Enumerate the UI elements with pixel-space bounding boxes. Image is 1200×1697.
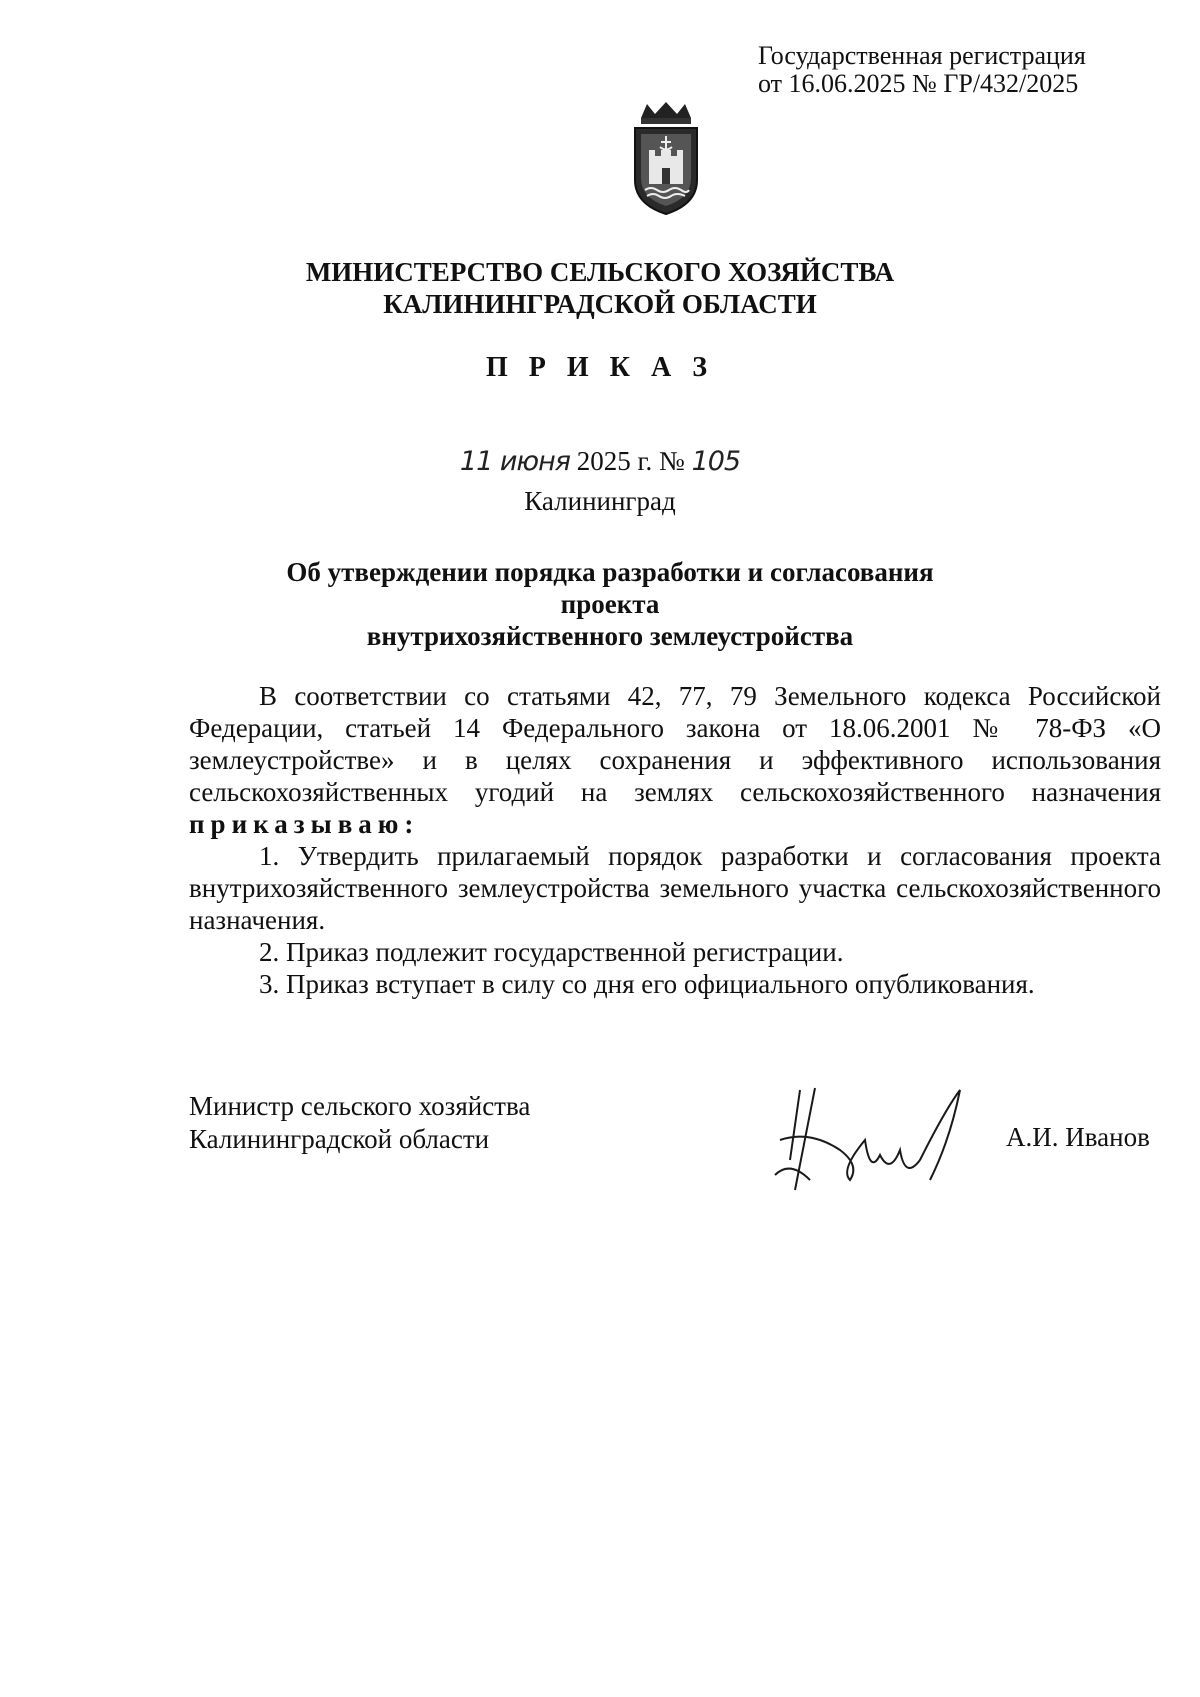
preamble-paragraph	[189, 680, 1161, 840]
registration-line-1: Государственная регистрация	[758, 41, 1086, 70]
order-word: приказываю:	[189, 809, 420, 839]
position-line-2: Калининградской области	[189, 1124, 490, 1154]
document-type: П Р И К А З	[486, 352, 714, 383]
position-line-1: Министр сельского хозяйства	[189, 1091, 531, 1121]
handwritten-signature-icon	[770, 1080, 970, 1200]
handwritten-number: 105	[691, 446, 741, 477]
registration-stamp	[758, 42, 1086, 98]
subject-line-2: внутрихозяйственного землеустройства	[366, 621, 854, 651]
order-subject	[240, 556, 980, 652]
handwritten-date: 11 июня	[459, 446, 571, 477]
subject-line-1: Об утверждении порядка разработки и согласования проекта	[286, 557, 934, 619]
ministry-name	[0, 256, 1200, 320]
year: 2025 г.	[576, 446, 653, 476]
order-item-3: 3. Приказ вступает в силу со дня его официального опубликования.	[259, 969, 1035, 999]
coat-of-arms-icon	[627, 100, 705, 216]
order-body	[189, 680, 1161, 1000]
preamble-text: В соответствии со статьями 42, 77, 79 Земельного кодекса Российской Федерации, статьей 14 Федерального закона от 18.06.2001 № 78-ФЗ «О землеустройстве» и в целях сохранения и эффективного использования сельскохозяйственных угодий на землях сельскохозяйственного назначения	[189, 681, 1161, 807]
order-item-1: 1. Утвердить прилагаемый порядок разработки и согласования проекта внутрихозяйственного землеустройства земельного участка сельскохозяйственного назначения.	[189, 841, 1161, 935]
ministry-line-2: КАЛИНИНГРАДСКОЙ ОБЛАСТИ	[383, 289, 817, 319]
signatory-position	[189, 1090, 530, 1156]
number-sign: №	[659, 446, 685, 476]
order-item-2: 2. Приказ подлежит государственной регистрации.	[259, 937, 844, 967]
ministry-line-1: МИНИСТЕРСТВО СЕЛЬСКОГО ХОЗЯЙСТВА	[305, 257, 895, 287]
city: Калининград	[524, 486, 676, 516]
registration-line-2: от 16.06.2025 № ГР/432/2025	[758, 69, 1079, 98]
date-line	[0, 446, 1200, 477]
signatory-name: А.И. Иванов	[1006, 1122, 1150, 1152]
